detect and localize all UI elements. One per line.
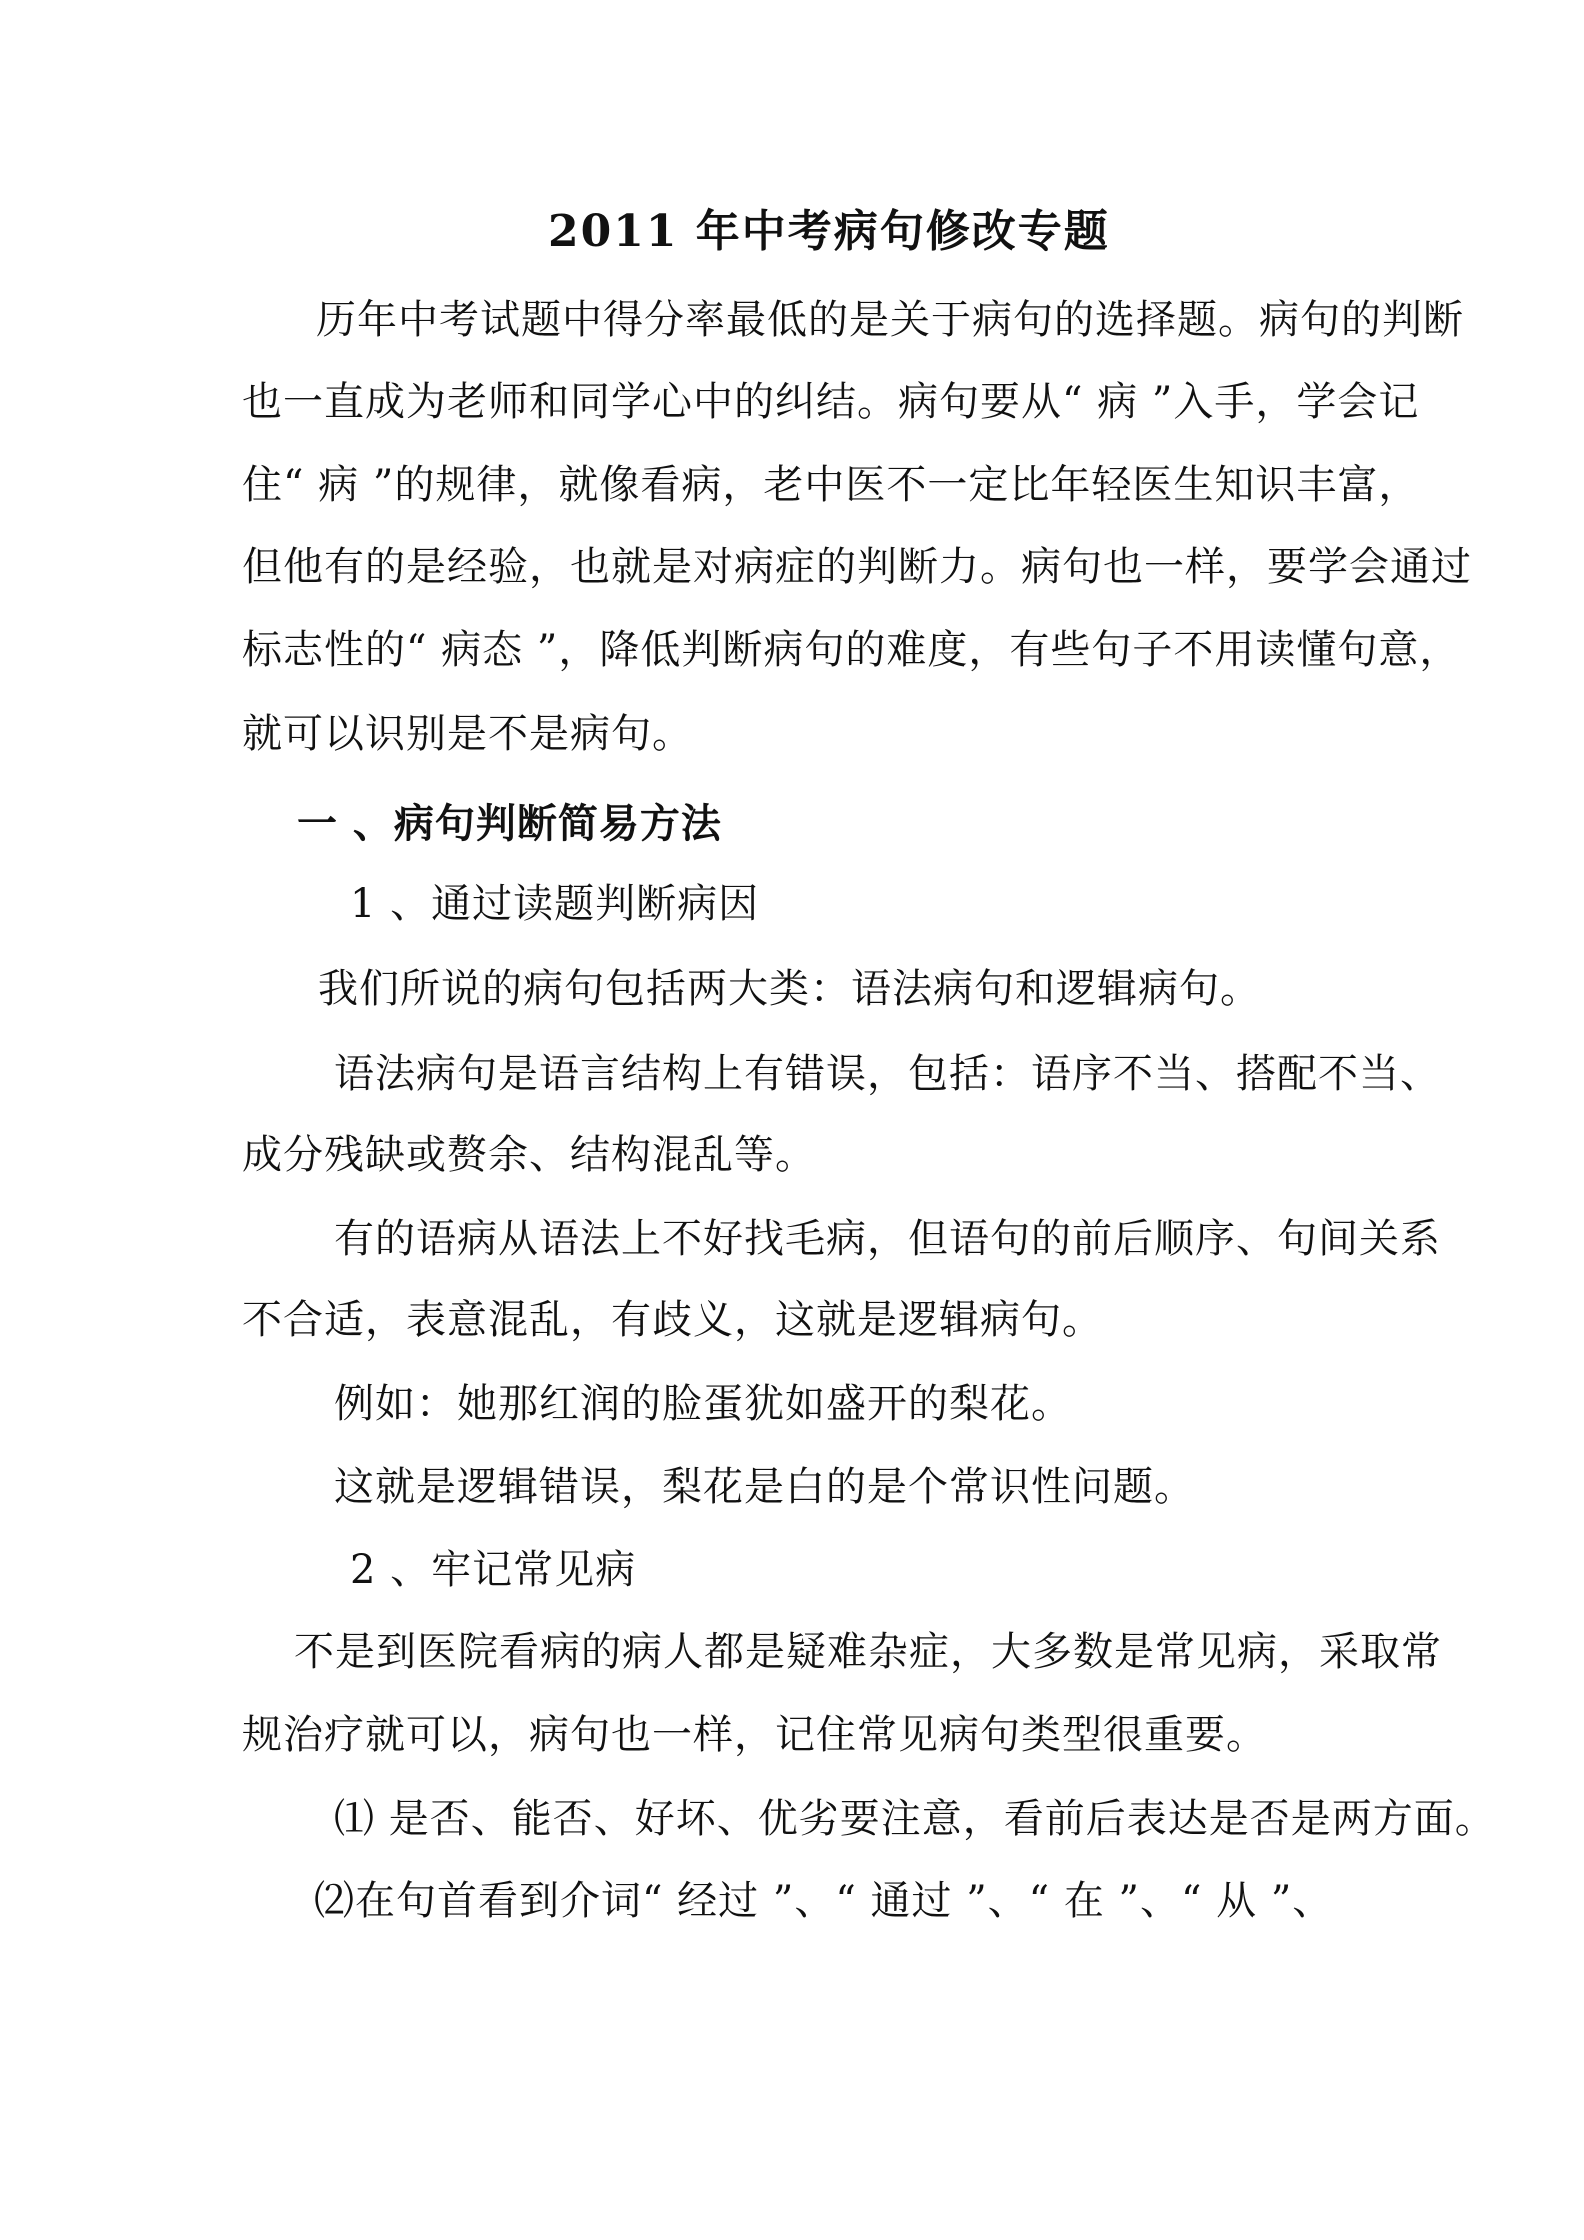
intro-line-3: 住“ 病 ”的规律，就像看病，老中医不一定比年轻医生知识丰富， xyxy=(242,462,1420,508)
common-line-1: 不是到医院看病的病人都是疑难杂症，大多数是常见病，采取常 xyxy=(294,1629,1442,1675)
rule-1: ⑴ 是否、能否、好坏、优劣要注意，看前后表达是否是两方面。 xyxy=(334,1796,1496,1842)
intro-line-6: 就可以识别是不是病句。 xyxy=(242,711,693,757)
logic-line-1: 有的语病从语法上不好找毛病，但语句的前后顺序、句间关系 xyxy=(334,1216,1441,1262)
document-title: 2011 年中考病句修改专题 xyxy=(548,206,1110,257)
intro-line-2: 也一直成为老师和同学心中的纠结。病句要从“ 病 ”入手，学会记 xyxy=(242,379,1420,425)
common-line-2: 规治疗就可以，病句也一样，记住常见病句类型很重要。 xyxy=(242,1712,1267,1758)
paragraph-types: 我们所说的病句包括两大类：语法病句和逻辑病句。 xyxy=(318,966,1261,1012)
subsection-2-heading: 2 、牢记常见病 xyxy=(350,1547,637,1593)
logic-line-2: 不合适，表意混乱，有歧义，这就是逻辑病句。 xyxy=(242,1297,1103,1343)
example-note: 这就是逻辑错误，梨花是白的是个常识性问题。 xyxy=(334,1464,1195,1510)
example-line: 例如：她那红润的脸蛋犹如盛开的梨花。 xyxy=(334,1381,1072,1427)
intro-line-1: 历年中考试题中得分率最低的是关于病句的选择题。病句的判断 xyxy=(316,297,1464,343)
rule-2: ⑵在句首看到介词“ 经过 ”、“ 通过 ”、“ 在 ”、“ 从 ”、 xyxy=(314,1878,1334,1924)
grammar-line-1: 语法病句是语言结构上有错误，包括：语序不当、搭配不当、 xyxy=(334,1051,1441,1097)
subsection-1-heading: 1 、通过读题判断病因 xyxy=(350,881,760,927)
grammar-line-2: 成分残缺或赘余、结构混乱等。 xyxy=(242,1132,816,1178)
section-1-heading: 一 、病句判断简易方法 xyxy=(297,800,722,847)
intro-line-4: 但他有的是经验，也就是对病症的判断力。病句也一样，要学会通过 xyxy=(242,544,1472,590)
intro-line-5: 标志性的“ 病态 ”，降低判断病句的难度，有些句子不用读懂句意， xyxy=(242,627,1461,673)
